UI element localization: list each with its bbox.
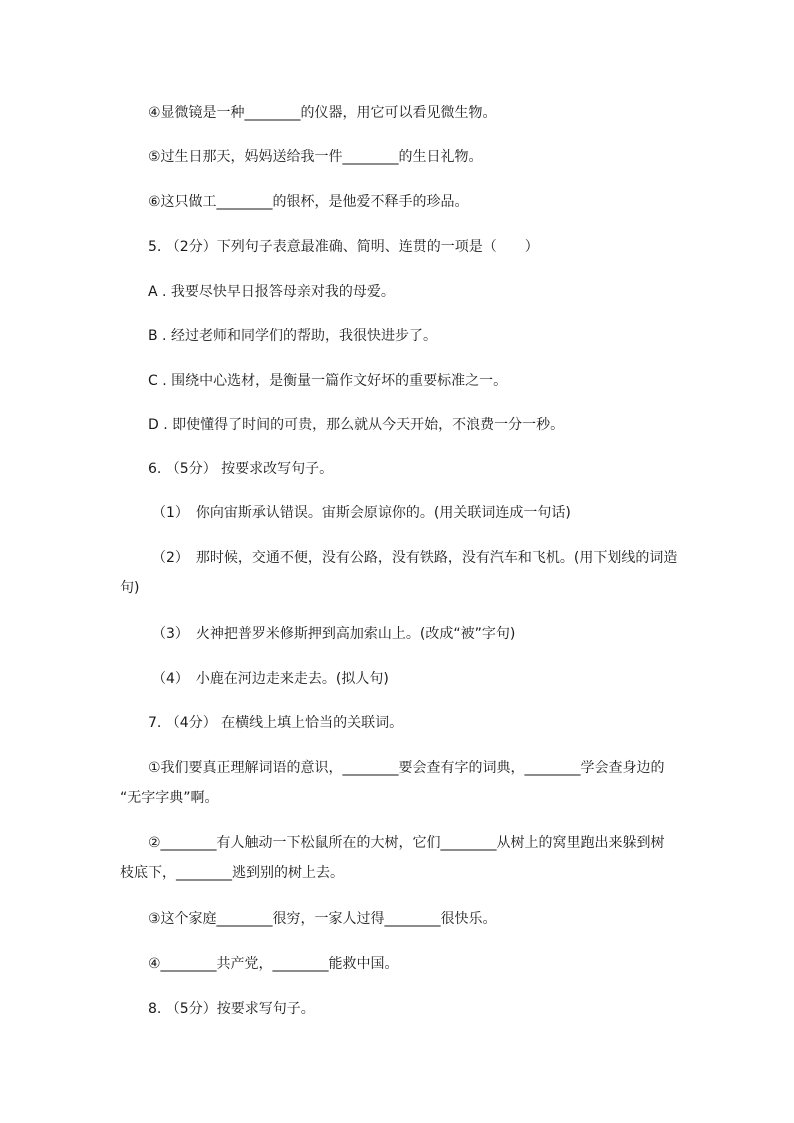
q7-item-1: ①我们要真正理解词语的意识，________要会查有字的词典，________学会查身边的 [148,760,665,776]
q4-item-4: ④显微镜是一种________的仪器，用它可以看见微生物。 [148,105,497,121]
q5-option-a: A . 我要尽快早日报答母亲对我的母爱。 [148,284,395,300]
q7-item-2: ②________有人触动一下松鼠所在的大树，它们________从树上的窝里跑出来躲到树 [148,835,665,851]
q6-part-3: （3） 火神把普罗米修斯押到高加索山上。(改成“被”字句) [152,626,516,642]
q5-option-d: D . 即使懂得了时间的可贵，那么就从今天开始，不浪费一分一秒。 [148,417,565,433]
q5-option-b: B . 经过老师和同学们的帮助，我很快进步了。 [148,328,437,344]
q7-item-4: ④________共产党，________能救中国。 [148,956,399,972]
question-7: 7. （4分） 在横线上填上恰当的关联词。 [148,715,404,731]
q5-option-c: C . 围绕中心选材，是衡量一篇作文好坏的重要标准之一。 [148,373,508,389]
question-8: 8. （5分）按要求写句子。 [148,1001,315,1017]
q7-item-1-continued: “无字字典”啊。 [120,790,219,806]
q7-item-2-continued: 枝底下，________逃到别的树上去。 [120,865,344,881]
question-5: 5. （2分）下列句子表意最准确、简明、连贯的一项是（ ） [148,239,539,255]
q4-item-6: ⑥这只做工________的银杯，是他爱不释手的珍品。 [148,194,469,210]
q6-part-2: （2） 那时候，交通不便，没有公路，没有铁路，没有汽车和飞机。(用下划线的词造 [152,550,678,566]
question-6: 6. （5分） 按要求改写句子。 [148,461,334,477]
q6-part-4: （4） 小鹿在河边走来走去。(拟人句) [152,671,389,687]
q7-item-3: ③这个家庭________很穷，一家人过得________很快乐。 [148,911,497,927]
q6-part-2-continued: 句) [120,580,140,596]
q6-part-1: （1） 你向宙斯承认错误。宙斯会原谅你的。(用关联词连成一句话) [152,505,571,521]
q4-item-5: ⑤过生日那天，妈妈送给我一件________的生日礼物。 [148,149,483,165]
